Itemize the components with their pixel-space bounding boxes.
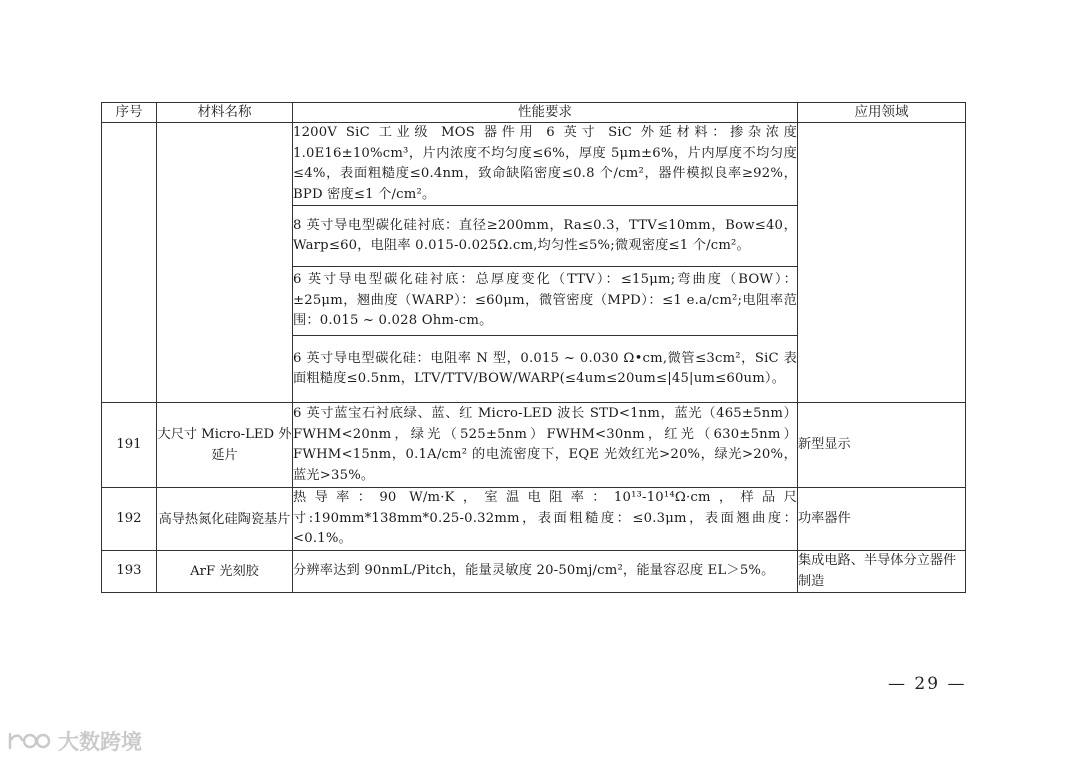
application-field-cell: 功率器件 [798, 488, 966, 551]
brand-logo-icon [6, 728, 52, 754]
header-performance-requirements: 性能要求 [293, 103, 798, 123]
requirement-text: 1200V SiC 工业级 MOS 器件用 6 英寸 SiC 外延材料：掺杂浓度 1.0E16±10%cm³，片内浓度不均匀度≤6%，厚度 5μm±6%，片内厚度不均匀度≤4%，表面粗糙度≤0.4nm，致命缺陷密度≤0.8 个/cm²，器件模拟良率≥92%，BPD 密度≤1 个/cm²。 [293, 125, 797, 202]
page-number: — 29 — [888, 674, 967, 694]
table-row [102, 488, 966, 551]
requirement-text: 6 英寸导电型碳化硅：电阻率 N 型，0.015 ~ 0.030 Ω•cm,微管≤3cm²，SiC 表面粗糙度≤0.5nm，LTV/TTV/BOW/WARP(≤4um≤20um≤|45|um≤60um）。 [293, 350, 797, 386]
requirement-cell [293, 403, 798, 488]
application-field-cell: 新型显示 [798, 403, 966, 488]
requirement-text: 8 英寸导电型碳化硅衬底：直径≥200mm，Ra≤0.3，TTV≤10mm，Bow≤40，Warp≤60，电阻率 0.015-0.025Ω.cm,均匀性≤5%;微观密度≤1 个/cm²。 [293, 217, 797, 253]
materials-table [101, 102, 966, 593]
requirement-text: 热导率：90 W/m·K，室温电阻率：10¹³-10¹⁴Ω·cm，样品尺寸:190mm*138mm*0.25-0.32mm，表面粗糙度：≤0.3μm，表面翘曲度：<0.1%。 [293, 490, 797, 547]
continued-serial-cell [102, 123, 157, 403]
continued-field-cell [798, 123, 966, 403]
requirement-text: 6 英寸导电型碳化硅衬底：总厚度变化（TTV）：≤15μm;弯曲度（BOW）：±25μm，翘曲度（WARP）：≤60μm，微管密度（MPD）：≤1 e.a/cm²;电阻率范围：0.015 ~ 0.028 Ohm-cm。 [293, 272, 797, 329]
requirement-cell [293, 488, 798, 551]
application-field-cell: 集成电路、半导体分立器件制造 [798, 551, 966, 593]
table-header [102, 103, 966, 123]
watermark-text: 大数跨境 [58, 730, 142, 754]
header-application-field: 应用领域 [798, 103, 966, 123]
requirement-text: 分辨率达到 90nmL/Pitch，能量灵敏度 20-50mj/cm²，能量容忍度 EL＞5%。 [293, 563, 775, 579]
table-row [102, 551, 966, 593]
requirement-cell [293, 551, 798, 593]
material-name-cell: ArF 光刻胶 [157, 551, 293, 593]
material-name-cell: 大尺寸 Micro-LED 外延片 [157, 403, 293, 488]
table-row [102, 123, 966, 206]
header-row [102, 103, 966, 123]
requirement-cell [293, 336, 798, 403]
watermark [6, 726, 142, 756]
requirement-cell [293, 267, 798, 336]
header-serial-number: 序号 [102, 103, 157, 123]
material-name-cell: 高导热氮化硅陶瓷基片 [157, 488, 293, 551]
serial-number-cell: 192 [102, 488, 157, 551]
serial-number-cell: 193 [102, 551, 157, 593]
table-body [102, 123, 966, 593]
requirement-text: 6 英寸蓝宝石衬底绿、蓝、红 Micro-LED 波长 STD<1nm，蓝光（465±5nm）FWHM<20nm，绿光（525±5nm）FWHM<30nm，红光（630±5nm）FWHM<15nm，0.1A/cm² 的电流密度下，EQE 光效红光>20%，绿光>20%，蓝光>35%。 [293, 406, 797, 483]
requirement-cell [293, 123, 798, 206]
table-row [102, 403, 966, 488]
header-material-name: 材料名称 [157, 103, 293, 123]
serial-number-cell: 191 [102, 403, 157, 488]
continued-name-cell [157, 123, 293, 403]
requirement-cell [293, 206, 798, 267]
